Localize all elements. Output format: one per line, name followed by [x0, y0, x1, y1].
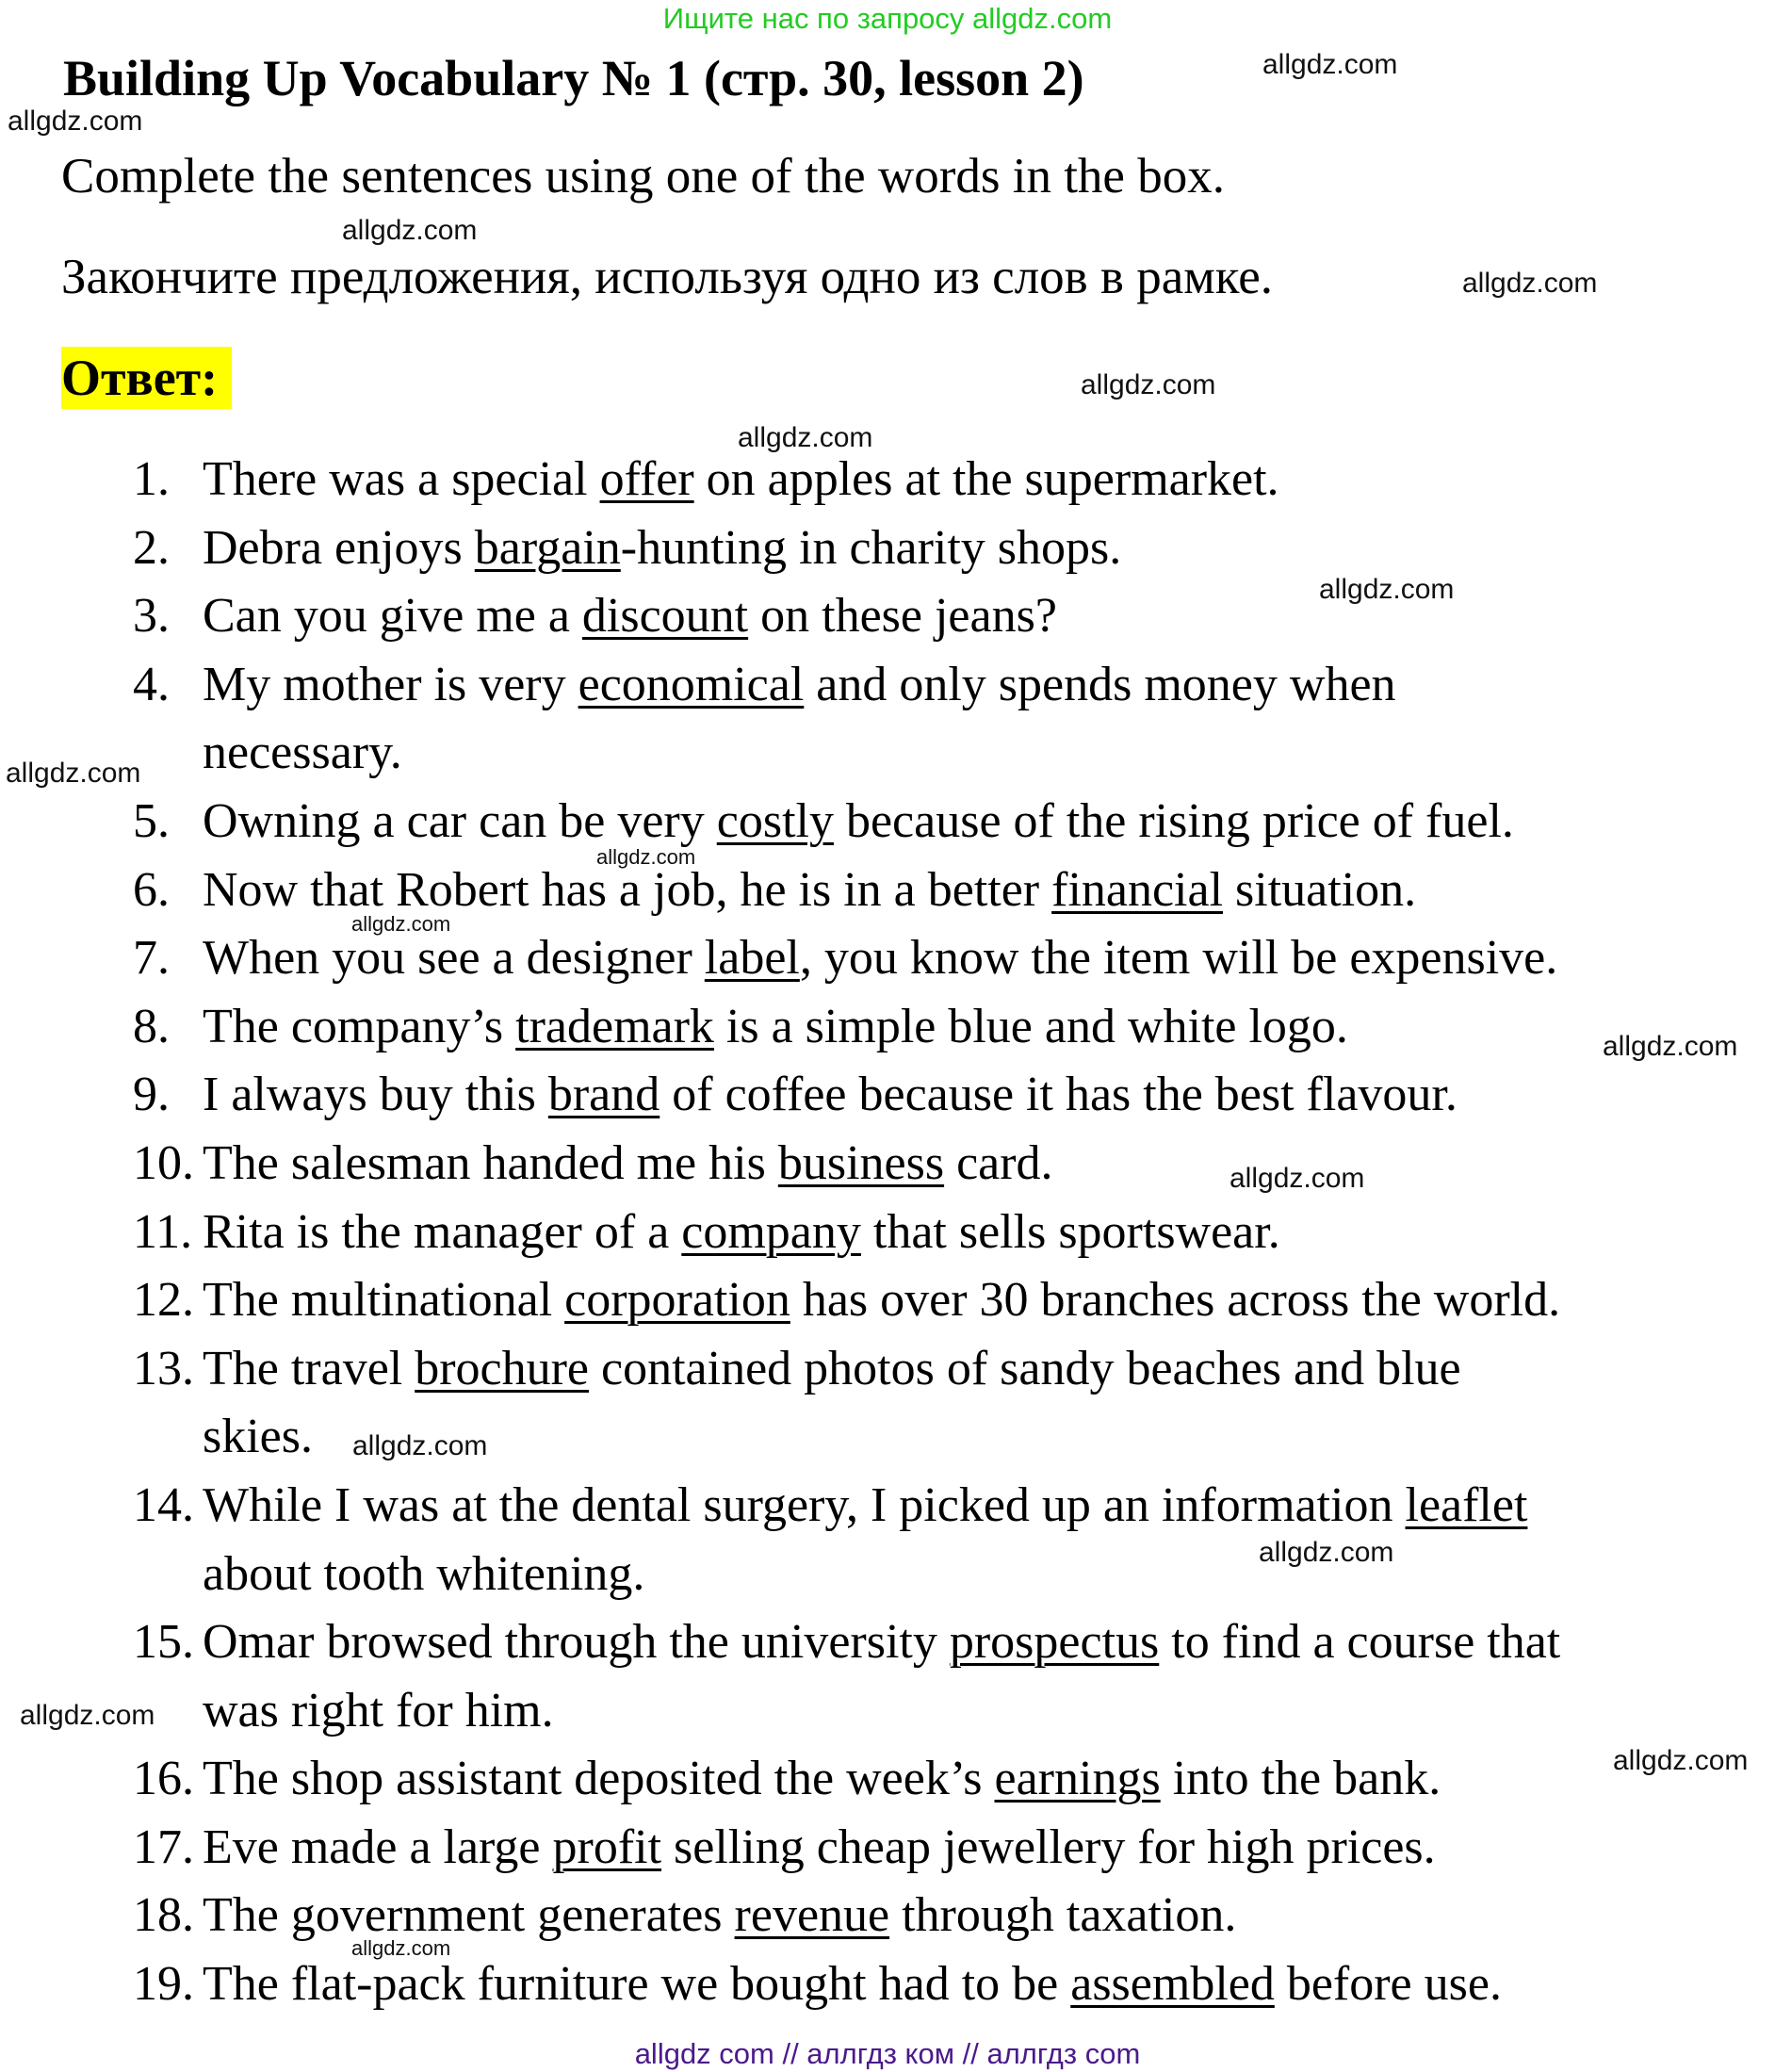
sentence-before: The shop assistant deposited the week’s	[203, 1752, 995, 1806]
sentence-before: Eve made a large	[203, 1819, 553, 1874]
watermark: allgdz.com	[738, 422, 873, 453]
sentence-before: Owning a car can be very	[203, 793, 717, 848]
sentence-after: and only spends money when	[804, 657, 1396, 711]
item-sentence	[203, 1130, 1053, 1199]
item-sentence	[203, 446, 1279, 514]
sentence-continuation: about tooth whitening.	[203, 1546, 645, 1601]
item-number: 3.	[133, 589, 170, 644]
item-sentence	[203, 514, 1121, 583]
answer-label: Ответ:	[61, 347, 232, 409]
list-item-continuation	[0, 1403, 1775, 1472]
answer-word: brochure	[415, 1341, 590, 1395]
search-banner: Ищите нас по запросу allgdz.com	[662, 2, 1113, 35]
list-item	[0, 651, 1775, 720]
answer-word: revenue	[734, 1888, 890, 1943]
sentence-before: My mother is very	[203, 657, 578, 711]
answer-word: assembled	[1070, 1957, 1275, 2012]
sentence-before: The company’s	[203, 999, 516, 1053]
list-item	[0, 1608, 1775, 1677]
sentence-before: Rita is the manager of a	[203, 1204, 682, 1259]
sentence-before: The salesman handed me his	[203, 1135, 778, 1190]
item-number: 15.	[133, 1615, 194, 1670]
watermark: allgdz.com	[20, 1700, 155, 1731]
sentence-before: Omar browsed through the university	[203, 1615, 950, 1670]
item-sentence	[203, 993, 1348, 1062]
list-item	[0, 514, 1775, 583]
sentence-before: The government generates	[203, 1888, 735, 1943]
answer-word: offer	[599, 452, 694, 506]
list-item	[0, 1335, 1775, 1404]
item-number: 9.	[133, 1068, 170, 1122]
item-sentence	[203, 1745, 1441, 1814]
sentence-after: through taxation.	[889, 1888, 1237, 1943]
instruction-english: Complete the sentences using one of the words in the box.	[61, 149, 1225, 204]
list-item	[0, 1950, 1775, 2019]
item-number: 5.	[133, 793, 170, 848]
sentence-before: When you see a designer	[203, 931, 705, 986]
answer-word: prospectus	[949, 1615, 1160, 1670]
list-item-continuation	[0, 1677, 1775, 1746]
sentence-after: on these jeans?	[748, 589, 1057, 644]
sentence-after: before use.	[1274, 1957, 1502, 2012]
item-number: 14.	[133, 1477, 194, 1532]
sentence-after: has over 30 branches across the world.	[790, 1273, 1561, 1328]
sentence-before: The travel	[203, 1341, 415, 1395]
sentence-after: , you know the item will be expensive.	[799, 931, 1558, 986]
answer-word: trademark	[515, 999, 714, 1053]
answer-word: profit	[552, 1819, 662, 1874]
answer-word: bargain	[474, 520, 621, 575]
footer-banner: allgdz com // аллгдз ком // аллгдз com	[634, 2037, 1141, 2070]
item-number: 12.	[133, 1273, 194, 1328]
item-number: 7.	[133, 931, 170, 986]
item-sentence	[203, 1199, 1280, 1267]
item-sentence	[203, 582, 1057, 651]
item-sentence	[203, 1472, 1527, 1541]
answer-word: corporation	[564, 1273, 790, 1328]
sentence-before: Debra enjoys	[203, 520, 475, 575]
watermark: allgdz.com	[1462, 268, 1598, 299]
sentence-after: contained photos of sandy beaches and blue	[589, 1341, 1461, 1395]
item-number: 18.	[133, 1888, 194, 1943]
sentence-after: that sells sportswear.	[860, 1204, 1280, 1259]
sentence-continuation: skies.	[203, 1410, 313, 1464]
sentence-after: to find a course that	[1159, 1615, 1561, 1670]
watermark: allgdz.com	[8, 106, 143, 137]
watermark: allgdz.com	[351, 1936, 451, 1960]
item-sentence	[203, 1061, 1457, 1130]
sentence-before: Can you give me a	[203, 589, 582, 644]
answer-word: earnings	[994, 1752, 1161, 1806]
item-sentence	[203, 1266, 1560, 1335]
sentence-before: While I was at the dental surgery, I picked up an information	[203, 1477, 1406, 1532]
sentence-before: The multinational	[203, 1273, 565, 1328]
item-number: 1.	[133, 452, 170, 506]
list-item	[0, 1745, 1775, 1814]
watermark: allgdz.com	[1229, 1163, 1365, 1194]
sentence-after: on apples at the supermarket.	[693, 452, 1279, 506]
sentence-after: is a simple blue and white logo.	[713, 999, 1348, 1053]
list-item	[0, 993, 1775, 1062]
item-number: 8.	[133, 999, 170, 1053]
watermark: allgdz.com	[342, 215, 478, 246]
sentence-after: because of the rising price of fuel.	[833, 793, 1514, 848]
answer-word: economical	[578, 657, 805, 711]
sentence-before: There was a special	[203, 452, 600, 506]
list-item	[0, 1472, 1775, 1541]
sentence-after: card.	[944, 1135, 1053, 1190]
watermark: allgdz.com	[351, 912, 451, 936]
watermark: allgdz.com	[1603, 1031, 1738, 1062]
item-number: 11.	[133, 1204, 193, 1259]
answer-word: label	[704, 931, 800, 986]
list-item	[0, 1061, 1775, 1130]
sentence-before: I always buy this	[203, 1068, 548, 1122]
answer-list	[0, 446, 1775, 2019]
page-title: Building Up Vocabulary № 1 (стр. 30, lesson 2)	[63, 50, 1084, 106]
list-item	[0, 1130, 1775, 1199]
watermark: allgdz.com	[1613, 1745, 1749, 1776]
sentence-before: The flat-pack furniture we bought had to be	[203, 1957, 1071, 2012]
list-item	[0, 446, 1775, 514]
answer-word: leaflet	[1405, 1477, 1528, 1532]
item-sentence	[203, 651, 1396, 720]
answer-word: financial	[1051, 862, 1224, 917]
sentence-continuation: necessary.	[203, 726, 402, 780]
item-sentence	[203, 788, 1514, 857]
list-item	[0, 1814, 1775, 1883]
sentence-after: of coffee because it has the best flavour.	[660, 1068, 1457, 1122]
answer-word: brand	[547, 1068, 660, 1122]
item-number: 10.	[133, 1135, 194, 1190]
sentence-continuation: was right for him.	[203, 1683, 554, 1738]
answer-word: costly	[716, 793, 834, 848]
sentence-after: situation.	[1223, 862, 1417, 917]
item-number: 13.	[133, 1341, 194, 1395]
sentence-after: into the bank.	[1160, 1752, 1441, 1806]
list-item-continuation	[0, 719, 1775, 788]
watermark: allgdz.com	[6, 758, 141, 789]
list-item	[0, 582, 1775, 651]
answer-word: discount	[581, 589, 749, 644]
item-number: 16.	[133, 1752, 194, 1806]
list-item	[0, 1266, 1775, 1335]
item-number: 19.	[133, 1957, 194, 2012]
item-number: 6.	[133, 862, 170, 917]
watermark: allgdz.com	[1319, 574, 1455, 605]
list-item	[0, 788, 1775, 857]
list-item	[0, 857, 1775, 925]
item-number: 17.	[133, 1819, 194, 1874]
list-item-continuation	[0, 1541, 1775, 1609]
item-sentence	[203, 1608, 1560, 1677]
item-number: 4.	[133, 657, 170, 711]
sentence-after: selling cheap jewellery for high prices.	[661, 1819, 1436, 1874]
sentence-before: Now that Robert has a job, he is in a better	[203, 862, 1052, 917]
list-item	[0, 1882, 1775, 1950]
watermark: allgdz.com	[1262, 49, 1398, 80]
sentence-after: -hunting in charity shops.	[620, 520, 1122, 575]
item-sentence	[203, 1335, 1461, 1404]
item-sentence	[203, 1814, 1436, 1883]
list-item	[0, 1199, 1775, 1267]
watermark: allgdz.com	[596, 845, 696, 869]
watermark: allgdz.com	[1081, 369, 1216, 400]
list-item	[0, 924, 1775, 993]
watermark: allgdz.com	[352, 1430, 488, 1461]
instruction-russian: Закончите предложения, используя одно из слов в рамке.	[61, 250, 1273, 304]
answer-word: company	[681, 1204, 861, 1259]
item-number: 2.	[133, 520, 170, 575]
answer-word: business	[777, 1135, 945, 1190]
watermark: allgdz.com	[1259, 1537, 1394, 1568]
